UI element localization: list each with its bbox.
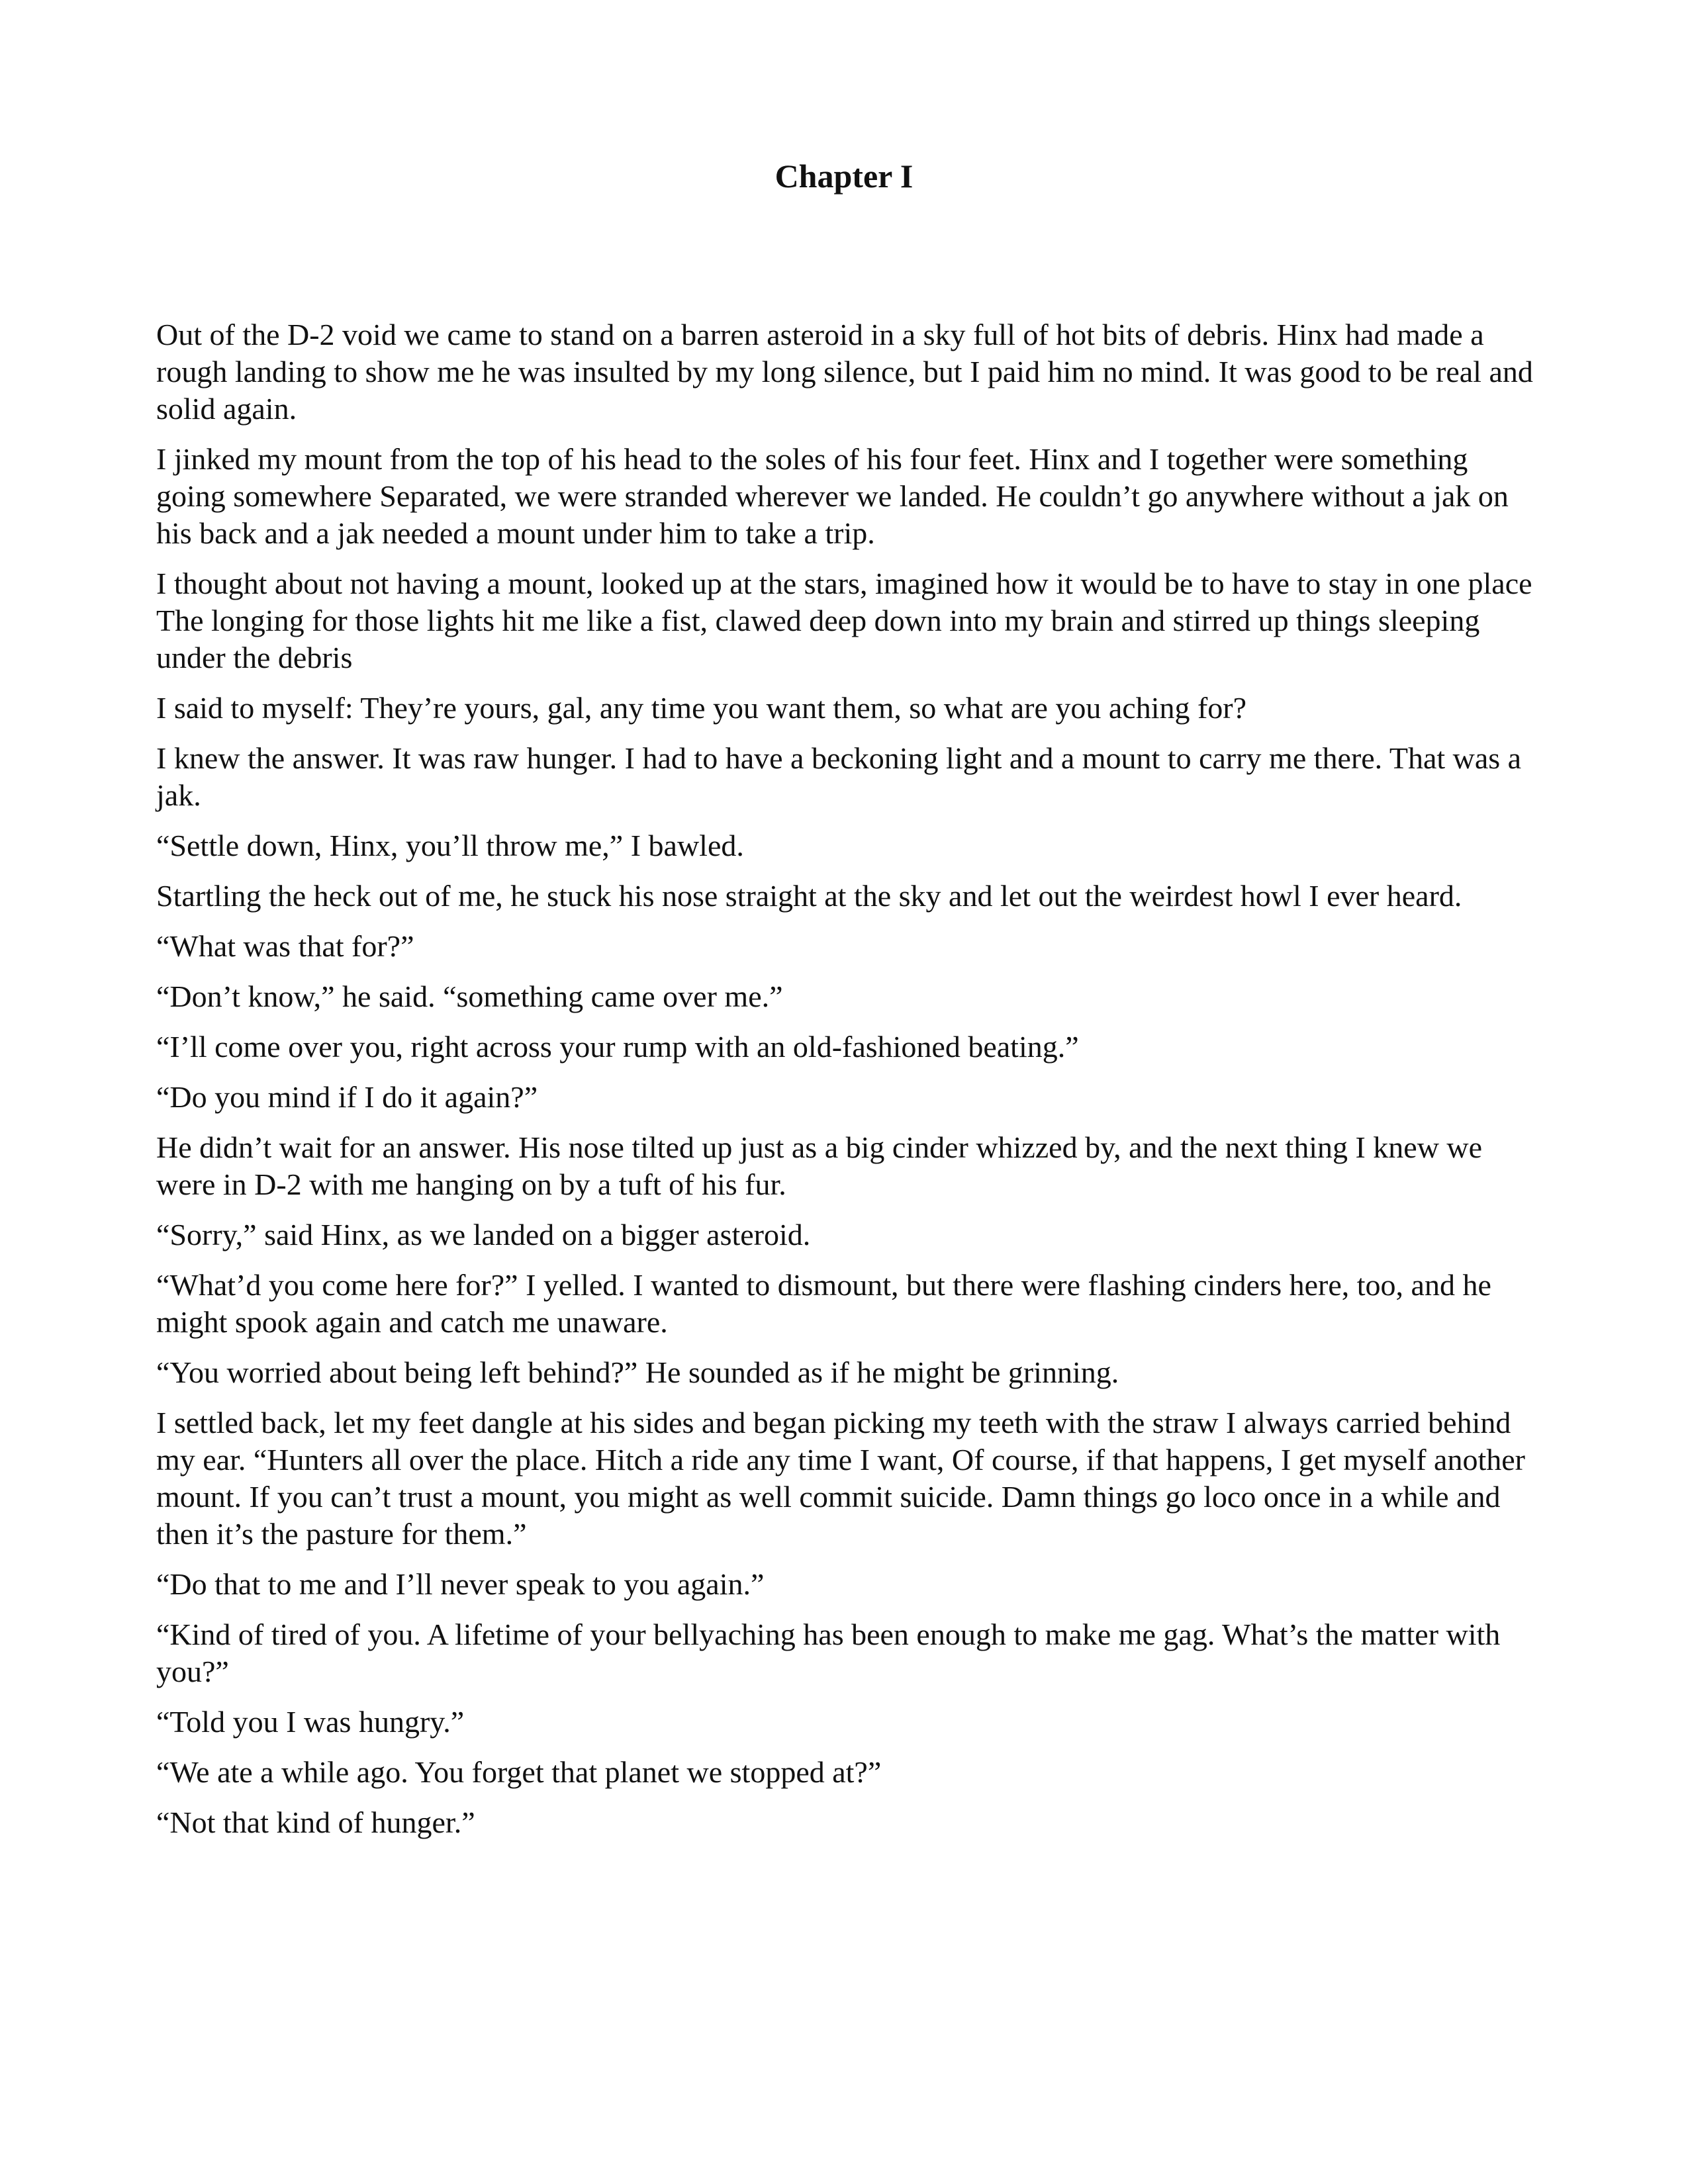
chapter-body bbox=[156, 316, 1533, 1854]
paragraph: “Settle down, Hinx, you’ll throw me,” I bawled. bbox=[156, 829, 744, 862]
paragraph: “What’d you come here for?” I yelled. I wanted to dismount, but there were flashing cinders here, too, and he might spook again and catch me unaware. bbox=[156, 1268, 1491, 1339]
paragraph: “You worried about being left behind?” He sounded as if he might be grinning. bbox=[156, 1355, 1119, 1389]
paragraph: “Told you I was hungry.” bbox=[156, 1705, 465, 1739]
paragraph: “Don’t know,” he said. “something came over me.” bbox=[156, 979, 783, 1013]
paragraph: “Do you mind if I do it again?” bbox=[156, 1080, 538, 1114]
paragraph: Startling the heck out of me, he stuck his nose straight at the sky and let out the weirdest howl I ever heard. bbox=[156, 879, 1462, 913]
paragraph: I thought about not having a mount, looked up at the stars, imagined how it would be to have to stay in one place The longing for those lights hit me like a fist, clawed deep down into my brain and stirred up things sleeping under the debris bbox=[156, 567, 1532, 674]
chapter-title: Chapter I bbox=[774, 158, 914, 195]
paragraph: “Do that to me and I’ll never speak to you again.” bbox=[156, 1567, 765, 1601]
paragraph: I settled back, let my feet dangle at his sides and began picking my teeth with the straw I always carried behind my ear. “Hunters all over the place. Hitch a ride any time I want, Of course, if that happens, I get myself another mount. If you can’t trust a mount, you might as well commit suicide. Damn things go loco once in a while and then it’s the pasture for them.” bbox=[156, 1406, 1525, 1551]
paragraph: “Sorry,” said Hinx, as we landed on a bigger asteroid. bbox=[156, 1218, 811, 1251]
paragraph: “We ate a while ago. You forget that planet we stopped at?” bbox=[156, 1755, 882, 1789]
paragraph: “Kind of tired of you. A lifetime of your bellyaching has been enough to make me gag. What’s the matter with you?” bbox=[156, 1617, 1501, 1688]
paragraph: “I’ll come over you, right across your rump with an old-fashioned beating.” bbox=[156, 1030, 1079, 1064]
paragraph: He didn’t wait for an answer. His nose tilted up just as a big cinder whizzed by, and the next thing I knew we were in D-2 with me hanging on by a tuft of his fur. bbox=[156, 1130, 1483, 1201]
paragraph: I knew the answer. It was raw hunger. I had to have a beckoning light and a mount to carry me there. That was a jak. bbox=[156, 741, 1522, 812]
paragraph: “Not that kind of hunger.” bbox=[156, 1805, 475, 1839]
paragraph: “What was that for?” bbox=[156, 929, 414, 963]
paragraph: I jinked my mount from the top of his head to the soles of his four feet. Hinx and I together were something going somewhere Separated, we were stranded wherever we landed. He couldn’t go anywhere without a jak on his back and a jak needed a mount under him to take a trip. bbox=[156, 442, 1509, 550]
paragraph: I said to myself: They’re yours, gal, any time you want them, so what are you aching for? bbox=[156, 691, 1247, 725]
paragraph: Out of the D-2 void we came to stand on a barren asteroid in a sky full of hot bits of debris. Hinx had made a rough landing to show me he was insulted by my long silence, but I paid him no mind. It was good to be real and solid again. bbox=[156, 318, 1533, 426]
